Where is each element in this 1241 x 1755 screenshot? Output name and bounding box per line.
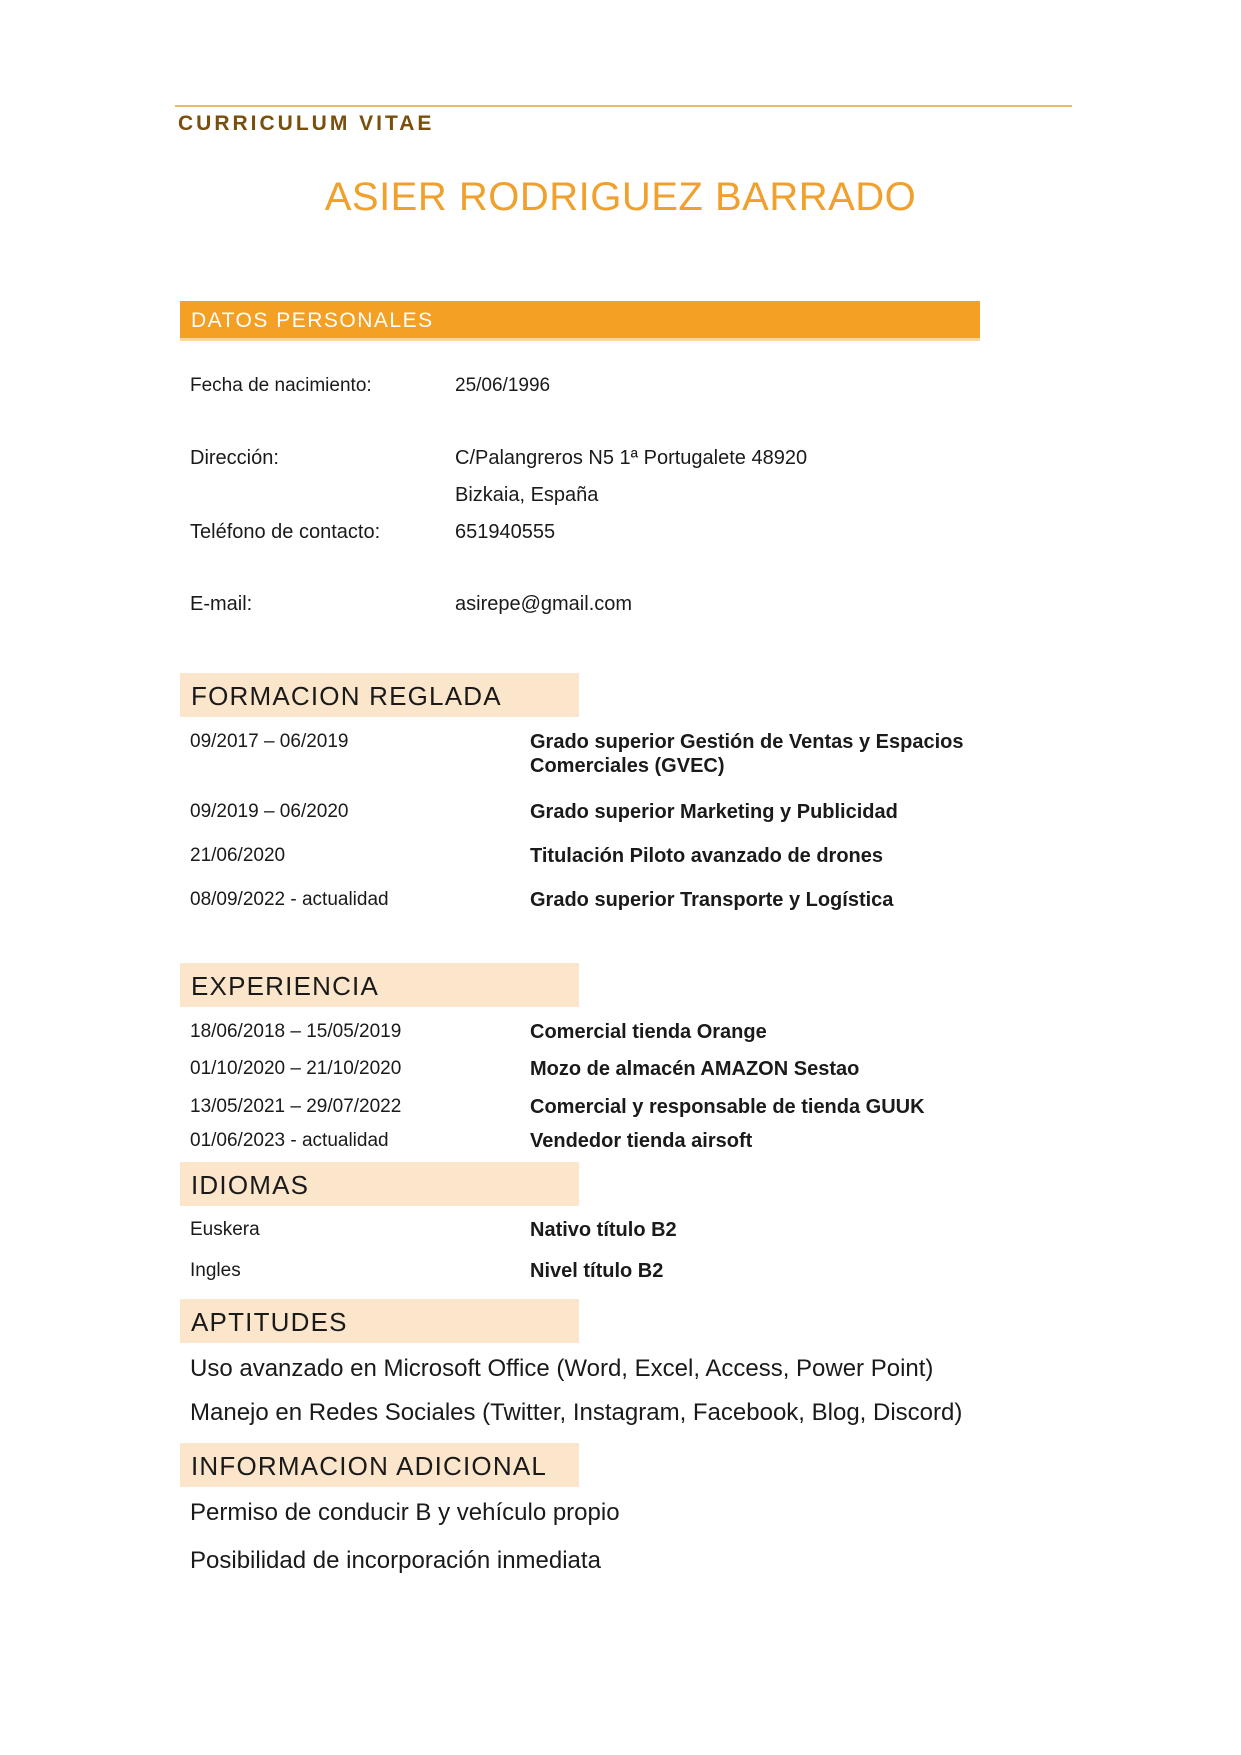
- birth-value: 25/06/1996: [455, 375, 551, 396]
- experience-date: 01/10/2020 – 21/10/2020: [190, 1058, 402, 1079]
- education-title: Grado superior Gestión de Ventas y Espacios: [530, 731, 964, 753]
- experience-date: 01/06/2023 - actualidad: [190, 1130, 389, 1151]
- section-header-experience: EXPERIENCIA: [180, 963, 579, 1007]
- education-date: 09/2017 – 06/2019: [190, 731, 349, 752]
- birth-label: Fecha de nacimiento:: [190, 375, 372, 396]
- language-name: Ingles: [190, 1260, 241, 1281]
- experience-title: Comercial y responsable de tienda GUUK: [530, 1096, 925, 1118]
- section-header-languages: IDIOMAS: [180, 1162, 579, 1206]
- education-date: 09/2019 – 06/2020: [190, 801, 349, 822]
- education-title: Grado superior Marketing y Publicidad: [530, 801, 898, 823]
- phone-label: Teléfono de contacto:: [190, 521, 381, 543]
- address-line-1: C/Palangreros N5 1ª Portugalete 48920: [455, 447, 808, 469]
- section-header-skills: APTITUDES: [180, 1299, 579, 1343]
- email-value: asirepe@gmail.com: [455, 593, 633, 615]
- education-date: 08/09/2022 - actualidad: [190, 889, 389, 910]
- skill-item: Uso avanzado en Microsoft Office (Word, Excel, Access, Power Point): [190, 1355, 934, 1382]
- email-label: E-mail:: [190, 593, 253, 615]
- language-level: Nivel título B2: [530, 1260, 664, 1282]
- experience-title: Comercial tienda Orange: [530, 1021, 767, 1043]
- experience-date: 18/06/2018 – 15/05/2019: [190, 1021, 402, 1042]
- additional-item: Permiso de conducir B y vehículo propio: [190, 1499, 620, 1526]
- experience-title: Mozo de almacén AMAZON Sestao: [530, 1058, 860, 1080]
- education-title: Titulación Piloto avanzado de drones: [530, 845, 884, 867]
- section-header-personal: DATOS PERSONALES: [180, 301, 980, 341]
- language-level: Nativo título B2: [530, 1219, 677, 1241]
- document-label: CURRICULUM VITAE: [178, 112, 435, 135]
- education-title: Grado superior Transporte y Logística: [530, 889, 894, 911]
- candidate-name: ASIER RODRIGUEZ BARRADO: [324, 175, 917, 219]
- phone-value: 651940555: [455, 521, 556, 543]
- section-header-additional: INFORMACION ADICIONAL: [180, 1443, 579, 1487]
- education-date: 21/06/2020: [190, 845, 286, 866]
- experience-title: Vendedor tienda airsoft: [530, 1130, 753, 1152]
- section-header-education: FORMACION REGLADA: [180, 673, 579, 717]
- experience-date: 13/05/2021 – 29/07/2022: [190, 1096, 402, 1117]
- address-label: Dirección:: [190, 447, 279, 469]
- address-line-2: Bizkaia, España: [455, 484, 599, 506]
- additional-item: Posibilidad de incorporación inmediata: [190, 1547, 601, 1574]
- header-rule: [175, 105, 1072, 107]
- language-name: Euskera: [190, 1219, 260, 1240]
- skill-item: Manejo en Redes Sociales (Twitter, Instagram, Facebook, Blog, Discord): [190, 1399, 963, 1426]
- education-title-continued: Comerciales (GVEC): [530, 755, 725, 777]
